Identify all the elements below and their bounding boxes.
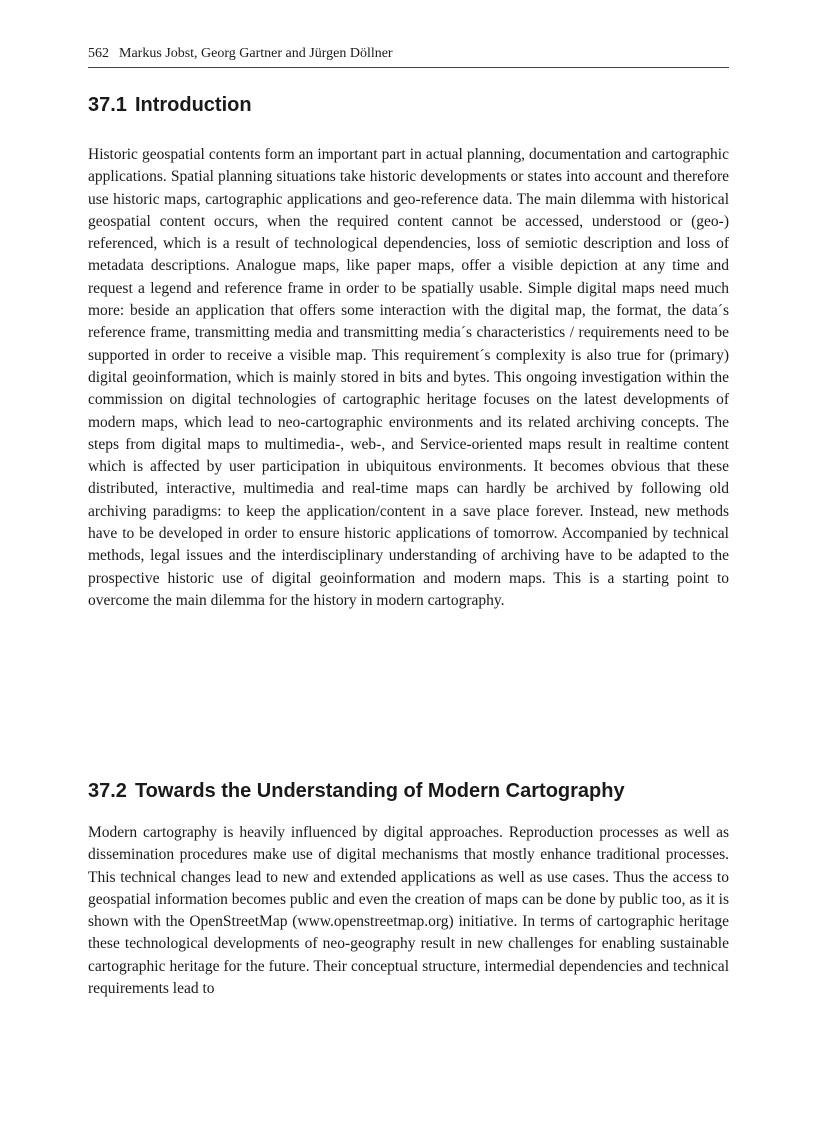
section-title: Introduction: [134, 94, 252, 116]
section-number: 37.1: [88, 94, 127, 116]
header-authors: Markus Jobst, Georg Gartner and Jürgen Döllner: [119, 46, 393, 61]
section-heading-modern-cartography: [88, 778, 625, 804]
section-heading-introduction: [88, 92, 252, 118]
introduction-paragraph: Historic geospatial contents form an important part in actual planning, documentation and cartographic applications. Spatial planning situations take historic developments or states into account and therefore use historic maps, cartographic applications and geo-reference data. The main dilemma with historical geospatial content occurs, when the required content cannot be accessed, understood or (geo-) referenced, which is a result of technological dependencies, loss of semiotic description and loss of metadata descriptions. Analogue maps, like paper maps, offer a visible depiction at any time and request a legend and reference frame in order to be spatially usable. Simple digital maps need much more: beside an application that offers some interaction with the digital map, the format, the data´s reference frame, transmitting media and transmitting media´s characteristics / requirements need to be supported in order to receive a visible map. This requirement´s complexity is also true for (primary) digital geoinformation, which is mainly stored in bits and bytes. This ongoing investigation within the commission on digital technologies of cartographic heritage focuses on the latest developments of modern maps, which lead to neo-cartographic environments and its related archiving concepts. The steps from digital maps to multimedia-, web-, and Service-oriented maps result in realtime content which is affected by user participation in ubiquitous environments. It becomes obvious that these distributed, interactive, multimedia and real-time maps can hardly be archived by following old archiving paradigms: to keep the application/content in a save place forever. Instead, new methods have to be developed in order to ensure historic applications of tomorrow. Accompanied by technical methods, legal issues and the interdisciplinary understanding of archiving have to be adapted to the prospective historic use of digital geoinformation and modern maps. This is a starting point to overcome the main dilemma for the history in modern cartography.: [88, 146, 729, 609]
page-number: 562: [88, 46, 109, 61]
section-number: 37.2: [88, 780, 127, 802]
header-rule: [88, 67, 729, 68]
running-header: [88, 45, 729, 63]
modern-cartography-paragraph: Modern cartography is heavily influenced by digital approaches. Reproduction processes as well as dissemination procedures make use of digital mechanisms that mostly enhance traditional processes. This technical changes lead to new and extended applications as well as use cases. Thus the access to geospatial information becomes public and even the creation of maps can be done by public too, as it is shown with the OpenStreetMap (www.openstreetmap.org) initiative. In terms of cartographic heritage these technological developments of neo-geography result in new challenges for enabling sustainable cartographic heritage for the future. Their conceptual structure, intermedial dependencies and technical requirements lead to: [88, 824, 729, 998]
section-title: Towards the Understanding of Modern Cartography: [134, 780, 625, 802]
